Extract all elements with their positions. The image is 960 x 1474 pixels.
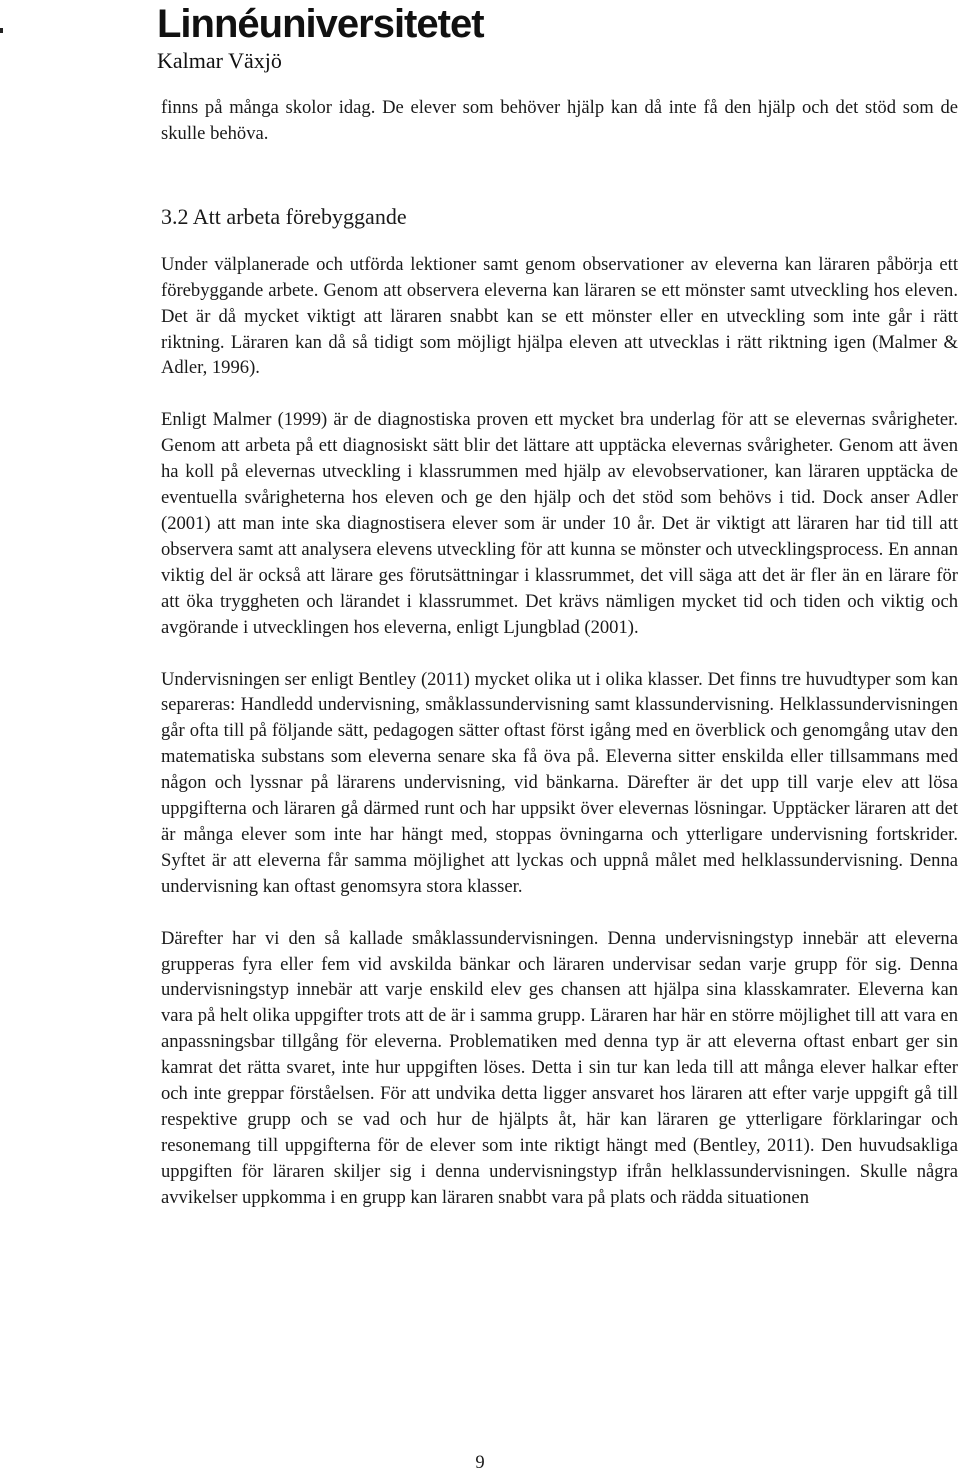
paragraph-2: Enligt Malmer (1999) är de diagnostiska proven ett mycket bra underlag för att se elevernas svårigheter. Genom att arbeta på ett diagnosiskt sätt blir det lättare att upptäcka elevernas svårigheter. Genom att även ha koll på elevernas utveckling i klassrummen med hjälp av elevobservationer, kan läraren upptäcka de eventuella svårigheterna hos eleven och ge den hjälp och det stöd som behövs i tid. Dock anser Adler (2001) att man inte ska diagnostisera elever som är under 10 år. Det är viktigt att läraren har tid till att observera samt att analysera elevens utveckling för att kunna se mönster och utvecklingsprocess. En annan viktig del är också att lärare ges förutsättningar i klassrummet, det vill säga att det är fler än en lärare för att öka tryggheten och lärandet i klassrummet. Det krävs nämligen mycket tid och tiden och viktig och avgörande i utvecklingen hos eleverna, enligt Ljungblad (2001). bbox=[161, 409, 958, 638]
logo-name: Linnéuniversitetet bbox=[157, 2, 484, 46]
paragraph-3: Undervisningen ser enligt Bentley (2011) mycket olika ut i olika klasser. Det finns tre huvudtyper som kan separeras: Handledd undervisning, småklassundervisning samt klassundervisning. Helklassundervisningen går ofta till på följande sätt, pedagogen sätter oftast först igång med en överblick och genomgång utav den matematiska substans som eleverna senare ska få öva på. Eleverna sitter enskilda eller tillsammans med någon och lyssnar på lärarens undervisning, vid bänkarna. Därefter är det upp till varje elev att lösa uppgifterna och läraren gå därmed runt och har uppsikt över elevernas lösningar. Upptäcker läraren att det är många elever som inte har hängt med, stoppas övningarna och ytterligare undervisning fortskrider. Syftet är att eleverna får samma möjlighet att lyckas och uppnå målet med helklassundervisning. Denna undervisning kan oftast genomsyra stora klasser. bbox=[161, 668, 958, 897]
logo-subtitle: Kalmar Växjö bbox=[157, 48, 282, 73]
page-number: 9 bbox=[475, 1452, 485, 1473]
page-edge-mark bbox=[0, 28, 3, 33]
paragraph-1: Under välplanerade och utförda lektioner samt genom observationer av eleverna kan läraren påbörja ett förebyggande arbete. Genom att observera eleverna kan läraren se ett mönster samt utveckling hos eleven. Det är då mycket viktigt att läraren snabbt kan se ett mönster eller en utveckling som inte går i rätt riktning. Läraren kan då så tidigt som möjligt hjälpa eleven att utvecklas i rätt riktning igen (Malmer & Adler, 1996). bbox=[161, 253, 958, 379]
intro-paragraph: finns på många skolor idag. De elever som behöver hjälp kan då inte få den hjälp och det stöd som de skulle behöva. bbox=[161, 97, 958, 144]
paragraph-4: Därefter har vi den så kallade småklassundervisningen. Denna undervisningstyp innebär att eleverna grupperas fyra eller fem vid avskilda bänkar och läraren undervisar sedan varje grupp för sig. Denna undervisningstyp innebär att varje enskild elev ges chansen att hjälpa sina klasskamrater. Eleverna kan vara på helt olika uppgifter trots att de är i samma grupp. Läraren har här en större möjlighet till att vara en anpassningsbar tillgång för eleverna. Problematiken med denna typ är att eleverna oftast enbart ger sin kamrat det rätta svaret, inte hur uppgiften löses. Detta i sin tur kan leda till att många elever halkar efter och inte greppar förståelsen. För att undvika detta ligger ansvaret hos läraren att efter varje uppgift gå till respektive grupp och se vad och hur de hjälpts åt, här kan läraren ge ytterligare förklaringar och resonemang till uppgifterna för de elever som inte riktigt hängt med (Bentley, 2011). Den huvudsakliga uppgiften för läraren skiljer sig i denna undervisningstyp ifrån helklassundervisningen. Skulle några avvikelser uppkomma i en grupp kan läraren snabbt vara på plats och rädda situationen bbox=[161, 927, 958, 1208]
document-body bbox=[161, 95, 958, 1211]
section-heading: 3.2 Att arbeta förebyggande bbox=[161, 203, 407, 229]
university-logo bbox=[157, 2, 537, 74]
